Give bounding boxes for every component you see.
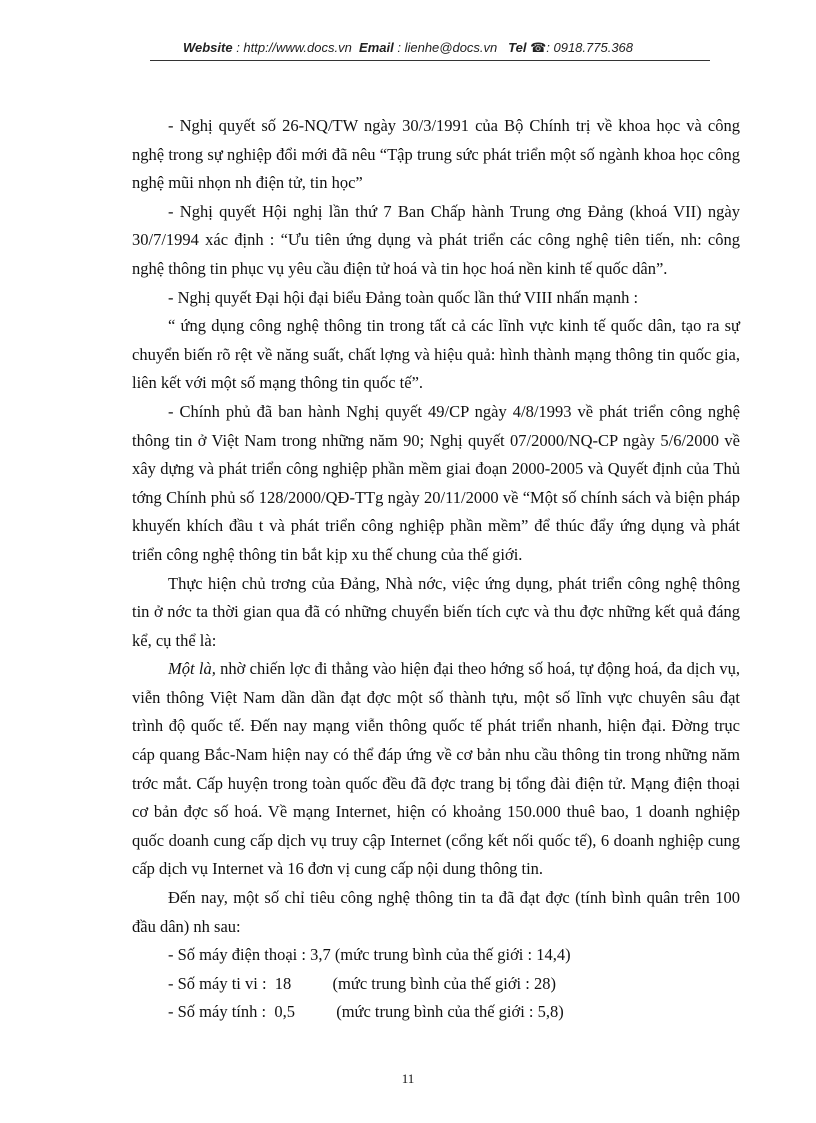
- header-divider: [150, 60, 710, 61]
- email-label: Email: [359, 40, 394, 55]
- paragraph-indicators: Đến nay, một số chỉ tiêu công nghệ thông tin ta đã đạt đợc (tính bình quân trên 100 đầu dân) nh sau:: [132, 888, 740, 936]
- page-header: [0, 40, 816, 56]
- first-point-lead: Một là,: [168, 659, 216, 679]
- email-value[interactable]: : lienhe@docs.vn: [397, 40, 498, 55]
- stat-phones: - Số máy điện thoại : 3,7 (mức trung bình của thế giới : 14,4): [168, 945, 571, 965]
- paragraph-quote: “ ứng dụng công nghệ thông tin trong tất cả các lĩnh vực kinh tế quốc dân, tạo ra sự chuyển biến rõ rệt về năng suất, chất lợng và hiệu quả: hình thành mạng thông tin quốc gia, liên kết với một số mạng thông tin quốc tế”.: [132, 316, 740, 393]
- telephone-icon: ☎: [530, 40, 547, 55]
- paragraph-implementation: Thực hiện chủ trơng của Đảng, Nhà nớc, việc ứng dụng, phát triển công nghệ thông tin ở nớc ta thời gian qua đã có những chuyển biến tích cực và thu đợc những kết quả đáng kể, cụ thể là:: [132, 573, 740, 650]
- paragraph-first-point: [132, 655, 740, 884]
- paragraph-conference-7: - Nghị quyết Hội nghị lần thứ 7 Ban Chấp hành Trung ơng Đảng (khoá VII) ngày 30/7/1994 xác định : “Ưu tiên ứng dụng và phát triển các công nghệ tiên tiến, nh: công nghệ thông tin phục vụ yêu cầu điện tử hoá và tin học hoá nền kinh tế quốc dân”.: [132, 201, 740, 278]
- tel-label: Tel: [508, 40, 527, 55]
- document-body: [132, 112, 740, 1027]
- website-label: Website: [182, 40, 233, 55]
- page-number: 11: [401, 1071, 415, 1086]
- first-point-text: nhờ chiến lợc đi thẳng vào hiện đại theo hớng số hoá, tự động hoá, đa dịch vụ, viễn thông Việt Nam dần dần đạt đợc một số thành tựu, một số lĩnh vực chuyên sâu đạt trình độ quốc tế. Đến nay mạng viễn thông quốc tế phát triển nhanh, hiện đại. Đờng trục cáp quang Bắc-Nam hiện nay có thể đáp ứng về cơ bản nhu cầu thông tin trong những năm trớc mắt. Cấp huyện trong toàn quốc đều đã đợc trang bị tổng đài điện tử. Mạng điện thoại cơ bản đợc số hoá. Về mạng Internet, hiện có khoảng 150.000 thuê bao, 1 doanh nghiệp quốc doanh cung cấp dịch vụ truy cập Internet (cổng kết nối quốc tế), 6 doanh nghiệp cung cấp dịch vụ Internet và 16 đơn vị cung cấp nội dung thông tin.: [132, 659, 740, 879]
- stat-tv: - Số máy ti vi : 18 (mức trung bình của thế giới : 28): [168, 973, 556, 993]
- tel-value: : 0918.775.368: [546, 40, 634, 55]
- paragraph-government: - Chính phủ đã ban hành Nghị quyết 49/CP ngày 4/8/1993 về phát triển công nghệ thông tin ở Việt Nam trong những năm 90; Nghị quyết 07/2000/NQ-CP ngày 5/6/2000 về xây dựng và phát triển công nghiệp phần mềm giai đoạn 2000-2005 và Quyết định của Thủ tớng Chính phủ số 128/2000/QĐ-TTg ngày 20/11/2000 về “Một số chính sách và biện pháp khuyến khích đầu t và phát triển công nghiệp phần mềm” để thúc đẩy ứng dụng và phát triển công nghệ thông tin bắt kịp xu thế chung của thế giới.: [132, 401, 740, 564]
- paragraph-resolution-26: - Nghị quyết số 26-NQ/TW ngày 30/3/1991 của Bộ Chính trị về khoa học và công nghệ trong sự nghiệp đổi mới đã nêu “Tập trung sức phát triển một số ngành khoa học công nghệ mũi nhọn nh điện tử, tin học”: [132, 116, 740, 193]
- stat-computers: - Số máy tính : 0,5 (mức trung bình của thế giới : 5,8): [168, 1002, 564, 1022]
- paragraph-congress-8: - Nghị quyết Đại hội đại biểu Đảng toàn quốc lần thứ VIII nhấn mạnh :: [168, 287, 639, 307]
- website-value[interactable]: : http://www.docs.vn: [236, 40, 352, 55]
